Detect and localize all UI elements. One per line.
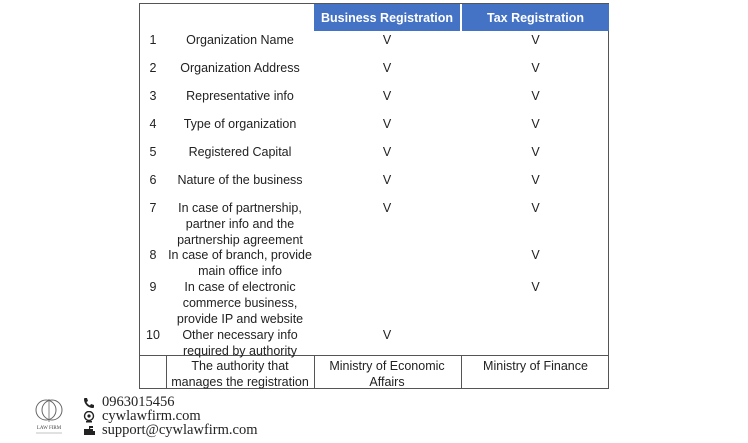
- registration-table: [139, 3, 609, 389]
- email-link[interactable]: support@cywlawfirm.com: [102, 422, 258, 438]
- row-number: 10: [146, 328, 160, 342]
- contact-footer: [28, 394, 348, 440]
- tax-check: V: [531, 117, 540, 131]
- row-number: 4: [149, 117, 157, 131]
- law-firm-logo: [28, 396, 70, 438]
- tax-check: V: [531, 89, 540, 103]
- business-check: V: [382, 61, 392, 75]
- row-label: Other necessary info required by authority: [182, 328, 298, 358]
- row-number: 6: [149, 173, 157, 187]
- row-label: In case of electronic commerce business, provide IP and website: [176, 280, 304, 326]
- mailbox-icon: [82, 424, 96, 438]
- authority-business: Ministry of Economic Affairs: [329, 359, 445, 389]
- tax-check: V: [531, 201, 540, 215]
- row-label: In case of branch, provide main office info: [168, 248, 312, 278]
- row-number: 9: [149, 280, 157, 294]
- phone-number: 0963015456: [102, 394, 175, 410]
- row-number: 2: [149, 61, 157, 75]
- tax-check: V: [531, 61, 540, 75]
- email-row: [82, 423, 258, 438]
- tax-check: V: [531, 145, 540, 159]
- row-number: 5: [149, 145, 157, 159]
- row-number: 1: [149, 33, 157, 47]
- phone-icon: [82, 396, 96, 410]
- business-check: V: [382, 201, 392, 215]
- authority-tax: Ministry of Finance: [483, 359, 588, 373]
- row-label: Nature of the business: [177, 173, 303, 187]
- business-check: V: [382, 89, 392, 103]
- business-check: V: [382, 117, 392, 131]
- row-number: 8: [149, 248, 157, 262]
- row-label: Representative info: [186, 89, 294, 103]
- web-camera-icon: [82, 410, 96, 424]
- tax-check: V: [531, 173, 540, 187]
- business-check: V: [382, 33, 392, 47]
- row-label: In case of partnership, partner info and the partnership agreement: [177, 201, 303, 247]
- business-check: V: [382, 145, 392, 159]
- authority-label: The authority that manages the registration: [171, 359, 309, 389]
- tax-check: V: [531, 248, 540, 262]
- row-number: 7: [149, 201, 157, 215]
- business-check: V: [382, 173, 392, 187]
- header-business-registration: Business Registration: [314, 4, 460, 31]
- row-label: Type of organization: [183, 117, 297, 131]
- row-number: 3: [149, 89, 157, 103]
- svg-text:LAW FIRM: LAW FIRM: [36, 426, 62, 431]
- row-label: Organization Address: [180, 61, 300, 75]
- website-link[interactable]: cywlawfirm.com: [102, 408, 201, 424]
- row-label: Registered Capital: [188, 145, 292, 159]
- business-check: V: [382, 328, 392, 342]
- tax-check: V: [531, 280, 540, 294]
- tax-check: V: [531, 33, 540, 47]
- row-label: Organization Name: [186, 33, 294, 47]
- header-tax-registration: Tax Registration: [462, 4, 609, 31]
